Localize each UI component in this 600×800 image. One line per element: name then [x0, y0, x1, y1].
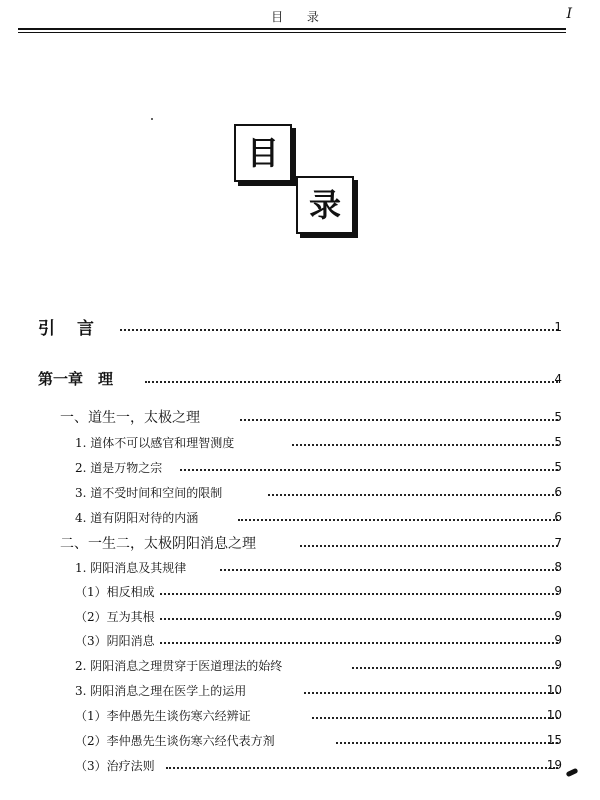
toc-entry-label: 1. 阴阳消息及其规律 [75, 559, 190, 576]
running-header [20, 6, 580, 30]
dot-leader [180, 469, 558, 471]
toc-entry-subsection[interactable] [0, 556, 600, 576]
dot-leader [160, 642, 558, 644]
toc-entry-label: 1. 道体不可以感官和理智测度 [75, 434, 238, 451]
toc-entry-subsection[interactable] [0, 605, 600, 625]
toc-entry-subsection[interactable] [0, 704, 600, 724]
header-rule-thin [18, 32, 566, 33]
toc-page-number: 7 [554, 536, 562, 550]
toc-entry-subsection[interactable] [0, 481, 600, 501]
toc-entry-subsection[interactable] [0, 754, 600, 774]
scan-speck [151, 118, 153, 120]
dot-leader [240, 419, 558, 421]
dot-leader [300, 545, 558, 547]
banner-char-mu: 目 [234, 124, 292, 182]
toc-entry-subsection[interactable] [0, 679, 600, 699]
toc-page-number: 9 [554, 609, 562, 623]
dot-leader [238, 519, 558, 521]
dot-leader [220, 569, 558, 571]
dot-leader [145, 381, 558, 383]
toc-entry-subsection[interactable] [0, 506, 600, 526]
running-header-title: 目 录 [271, 10, 329, 24]
dot-leader [108, 329, 558, 331]
toc-page-number: 4 [554, 372, 562, 386]
dot-leader [160, 618, 558, 620]
toc-page-number: 5 [554, 435, 562, 449]
toc-entry-section[interactable] [0, 406, 600, 426]
toc-entry-label: （1）相反相成 [75, 583, 159, 600]
toc-entry-label: 2. 阴阳消息之理贯穿于医道理法的始终 [75, 657, 286, 674]
toc-page-number: 5 [554, 460, 562, 474]
dot-leader [160, 593, 558, 595]
dot-leader [312, 717, 558, 719]
dot-leader [166, 767, 558, 769]
toc-page-number: 9 [554, 584, 562, 598]
running-header-page-number: I [566, 6, 572, 22]
dot-leader [336, 742, 558, 744]
toc-page-number: 9 [554, 633, 562, 647]
dot-leader [268, 494, 558, 496]
toc-entry-label: （1）李仲愚先生谈伤寒六经辨证 [75, 707, 255, 724]
toc-page-number: 19 [546, 758, 562, 772]
toc-entry-label: （2）李仲愚先生谈伤寒六经代表方剂 [75, 732, 279, 749]
toc-page-number: 9 [554, 658, 562, 672]
toc-page-number: 10 [546, 708, 562, 722]
banner-char-lu: 录 [296, 176, 354, 234]
toc-page-number: 8 [554, 560, 562, 574]
dot-leader [292, 444, 558, 446]
toc-entry-subsection[interactable] [0, 729, 600, 749]
toc-entry-subsection[interactable] [0, 580, 600, 600]
dot-leader [304, 692, 558, 694]
toc-entry-label: 一、道生一，太极之理 [60, 407, 204, 427]
toc-entry-label: 4. 道有阴阳对待的内涵 [75, 509, 202, 526]
dot-leader [352, 667, 558, 669]
toc-page-number: 15 [546, 733, 562, 747]
toc-page-number: 10 [546, 683, 562, 697]
toc-entry-label: （3）治疗法则 [75, 757, 159, 774]
toc-entry-label: 3. 阴阳消息之理在医学上的运用 [75, 682, 250, 699]
toc-entry-subsection[interactable] [0, 629, 600, 649]
toc-entry-label: 3. 道不受时间和空间的限制 [75, 484, 226, 501]
toc-entry-label: 2. 道是万物之宗 [75, 459, 166, 476]
toc-page-number: 6 [554, 485, 562, 499]
toc-entry-label: （2）互为其根 [75, 608, 159, 625]
toc-entry-subsection[interactable] [0, 654, 600, 674]
toc-entry-label: 二、一生二，太极阴阳消息之理 [60, 533, 260, 553]
toc-page-number: 1 [554, 320, 562, 334]
toc-page-number: 5 [554, 410, 562, 424]
header-rule-thick [18, 28, 566, 30]
toc-entry-subsection[interactable] [0, 456, 600, 476]
toc-entry-section[interactable] [0, 532, 600, 552]
toc-entry-subsection[interactable] [0, 431, 600, 451]
toc-entry-label: （3）阴阳消息 [75, 632, 159, 649]
toc-entry-intro[interactable] [0, 316, 600, 339]
toc-entry-label: 引言 [38, 314, 120, 339]
toc-entry-chapter[interactable] [0, 368, 600, 388]
toc-page-number: 6 [554, 510, 562, 524]
toc-entry-label: 第一章 理 [38, 368, 117, 389]
